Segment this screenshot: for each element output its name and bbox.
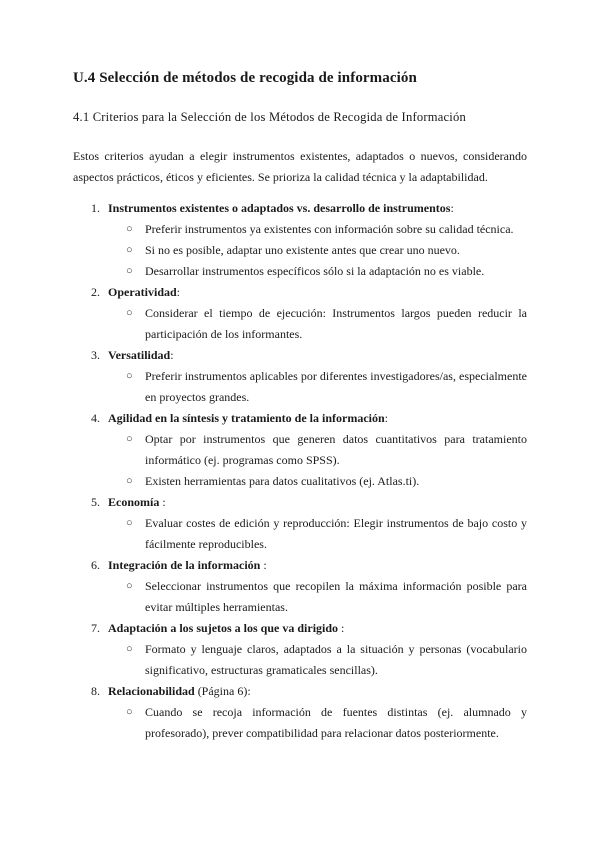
list-item-number: 3. (91, 348, 100, 362)
list-item-heading (108, 198, 600, 219)
sub-list-item (126, 366, 527, 408)
list-item-number: 7. (91, 621, 100, 635)
list-item (0, 555, 600, 618)
hollow-bullet-icon: ○ (126, 223, 133, 235)
page-title: U.4 Selección de métodos de recogida de información (73, 70, 417, 86)
list-item-number: 4. (91, 411, 100, 425)
criterion-name: Operatividad (108, 285, 177, 299)
list-item (0, 282, 600, 345)
sub-list-item-text: Formato y lenguaje claros, adaptados a la situación y personas (vocabulario significativo, estructuras gramaticales sencillas). (145, 642, 527, 677)
criterion-suffix: : (450, 201, 454, 215)
criteria-list (0, 198, 600, 744)
criterion-suffix: : (384, 411, 389, 425)
sub-list-item (126, 702, 527, 744)
section-subtitle: 4.1 Criterios para la Selección de los Métodos de Recogida de Información (73, 110, 466, 124)
sub-list-item (126, 303, 527, 345)
hollow-bullet-icon: ○ (126, 643, 133, 655)
hollow-bullet-icon: ○ (126, 517, 133, 529)
sub-list-item-text: Seleccionar instrumentos que recopilen la máxima información posible para evitar múltiples herramientas. (145, 579, 527, 614)
criterion-suffix: : (170, 348, 174, 362)
criterion-name: Economía (108, 495, 160, 509)
sub-list-item (126, 513, 527, 555)
sub-list-item (126, 576, 527, 618)
sub-list-item (126, 429, 527, 471)
criterion-name: Relacionabilidad (108, 684, 195, 698)
hollow-bullet-icon: ○ (126, 475, 133, 487)
hollow-bullet-icon: ○ (126, 433, 133, 445)
criterion-suffix: (Página 6): (194, 684, 251, 698)
list-item (0, 681, 600, 744)
list-item-heading (108, 282, 600, 303)
list-item (0, 408, 600, 492)
criterion-name: Versatilidad (108, 348, 171, 362)
list-item-heading (108, 555, 600, 576)
sub-list-item-text: Si no es posible, adaptar uno existente antes que crear uno nuevo. (145, 243, 460, 257)
sub-list-item (126, 219, 527, 240)
list-item-heading (108, 618, 600, 639)
criterion-name: Integración de la información (108, 558, 261, 572)
criterion-name: Instrumentos existentes o adaptados vs. desarrollo de instrumentos (108, 201, 451, 215)
sub-list-item (126, 261, 527, 282)
hollow-bullet-icon: ○ (126, 706, 133, 718)
intro-paragraph: Estos criterios ayudan a elegir instrumentos existentes, adaptados o nuevos, considerando aspectos prácticos, éticos y eficientes. Se prioriza la calidad técnica y la adaptabilidad. (73, 149, 527, 184)
criterion-suffix: : (159, 495, 166, 509)
criterion-suffix: : (338, 621, 345, 635)
hollow-bullet-icon: ○ (126, 307, 133, 319)
list-item-heading (108, 681, 600, 702)
sub-list-item-text: Desarrollar instrumentos específicos sólo si la adaptación no es viable. (145, 264, 485, 278)
list-item-heading (108, 408, 600, 429)
list-item (0, 345, 600, 408)
list-item-number: 1. (91, 201, 100, 215)
list-item-number: 8. (91, 684, 100, 698)
list-item-number: 5. (91, 495, 100, 509)
hollow-bullet-icon: ○ (126, 244, 133, 256)
list-item-heading (108, 492, 600, 513)
hollow-bullet-icon: ○ (126, 370, 133, 382)
sub-list-item (126, 639, 527, 681)
list-item-heading (108, 345, 600, 366)
criterion-name: Agilidad en la síntesis y tratamiento de la información (108, 411, 385, 425)
list-item (0, 618, 600, 681)
sub-list-item (126, 240, 527, 261)
sub-list-item-text: Cuando se recoja información de fuentes distintas (ej. alumnado y profesorado), prever compatibilidad para relacionar datos posteriormente. (145, 705, 527, 740)
criterion-suffix: : (176, 285, 181, 299)
list-item-number: 2. (91, 285, 100, 299)
sub-list-item-text: Evaluar costes de edición y reproducción: Elegir instrumentos de bajo costo y fácilmente reproducibles. (145, 516, 527, 551)
list-item-number: 6. (91, 558, 100, 572)
list-item (0, 198, 600, 282)
sub-list-item-text: Preferir instrumentos ya existentes con información sobre su calidad técnica. (145, 222, 514, 236)
sub-list-item-text: Existen herramientas para datos cualitativos (ej. Atlas.ti). (145, 474, 420, 488)
hollow-bullet-icon: ○ (126, 580, 133, 592)
sub-list-item-text: Preferir instrumentos aplicables por diferentes investigadores/as, especialmente en proyectos grandes. (145, 369, 527, 404)
sub-list-item-text: Considerar el tiempo de ejecución: Instrumentos largos pueden reducir la participación de los informantes. (145, 306, 527, 341)
hollow-bullet-icon: ○ (126, 265, 133, 277)
list-item (0, 492, 600, 555)
sub-list-item (126, 471, 527, 492)
criterion-name: Adaptación a los sujetos a los que va dirigido (108, 621, 339, 635)
criterion-suffix: : (260, 558, 267, 572)
sub-list-item-text: Optar por instrumentos que generen datos cuantitativos para tratamiento informático (ej. programas como SPSS). (145, 432, 527, 467)
